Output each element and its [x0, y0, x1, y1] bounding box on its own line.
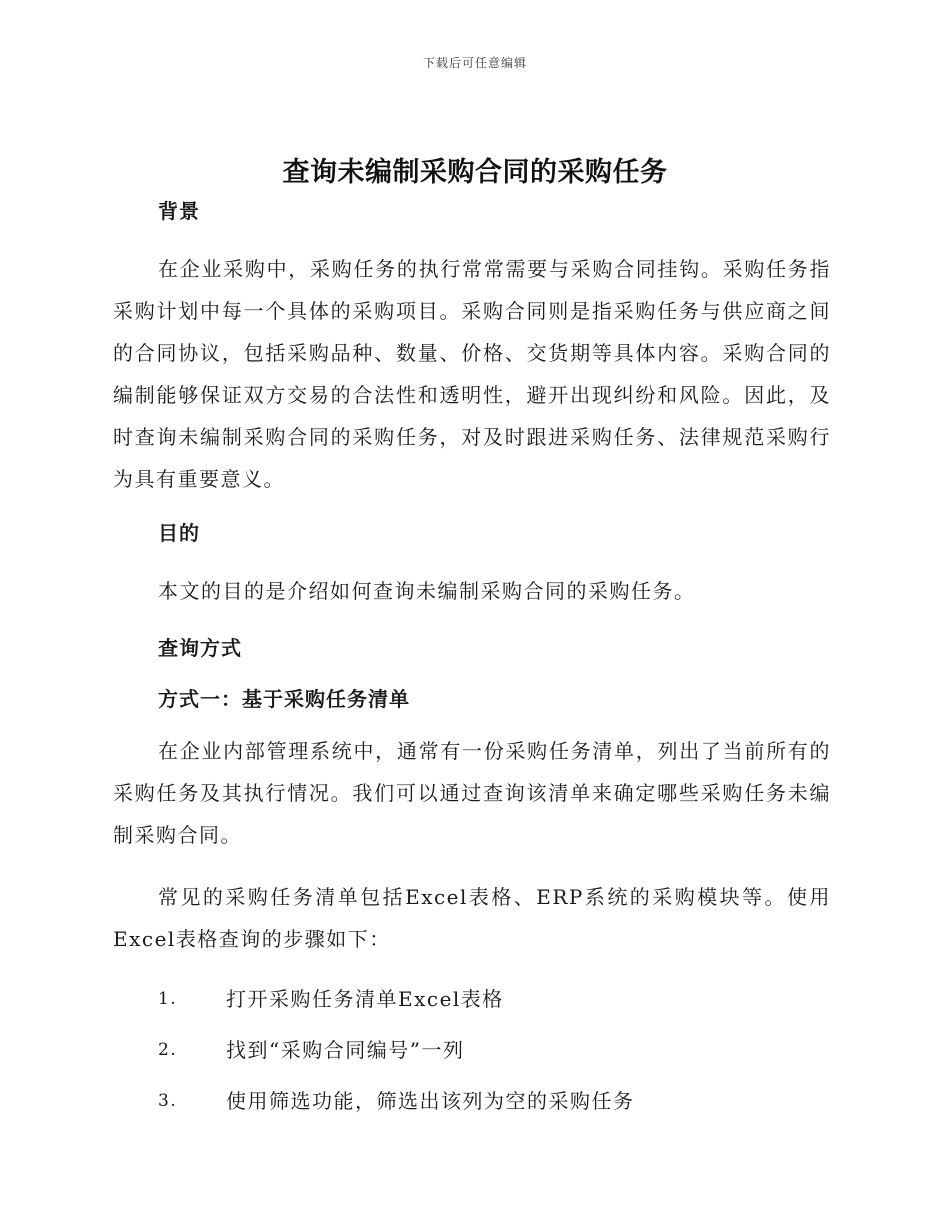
step-text: 打开采购任务清单Excel表格	[226, 987, 504, 1011]
steps-list	[113, 984, 831, 1116]
list-item	[113, 1035, 831, 1065]
paragraph-purpose: 本文的目的是介绍如何查询未编制采购合同的采购任务。	[158, 579, 696, 603]
list-item	[113, 984, 831, 1014]
step-number: 3.	[158, 1091, 178, 1111]
document-title: 查询未编制采购合同的采购任务	[282, 157, 668, 188]
step-text: 找到“采购合同编号”一列	[226, 1038, 465, 1062]
step-number: 1.	[158, 989, 178, 1009]
document-body	[113, 196, 831, 1116]
paragraph-method-one-tools: 常见的采购任务清单包括Excel表格、ERP系统的采购模块等。使用Excel表格查询的步骤如下：	[113, 885, 831, 951]
heading-method-one: 方式一：基于采购任务清单	[158, 687, 410, 711]
header-note: 下载后可任意编辑	[422, 56, 527, 70]
paragraph-background: 在企业采购中，采购任务的执行常常需要与采购合同挂钩。采购任务指采购计划中每一个具体的采购项目。采购合同则是指采购任务与供应商之间的合同协议，包括采购品种、数量、价格、交货期等具体内容。采购合同的编制能够保证双方交易的合法性和透明性，避开出现纠纷和风险。因此，及时查询未编制采购合同的采购任务，对及时跟进采购任务、法律规范采购行为具有重要意义。	[113, 257, 831, 491]
paragraph-method-one-intro: 在企业内部管理系统中，通常有一份采购任务清单，列出了当前所有的采购任务及其执行情况。我们可以通过查询该清单来确定哪些采购任务未编制采购合同。	[113, 739, 831, 847]
step-text: 使用筛选功能，筛选出该列为空的采购任务	[226, 1089, 635, 1113]
heading-method: 查询方式	[158, 636, 242, 660]
heading-background: 背景	[158, 199, 200, 223]
step-number: 2.	[158, 1040, 178, 1060]
list-item	[113, 1086, 831, 1116]
heading-purpose: 目的	[158, 521, 200, 545]
